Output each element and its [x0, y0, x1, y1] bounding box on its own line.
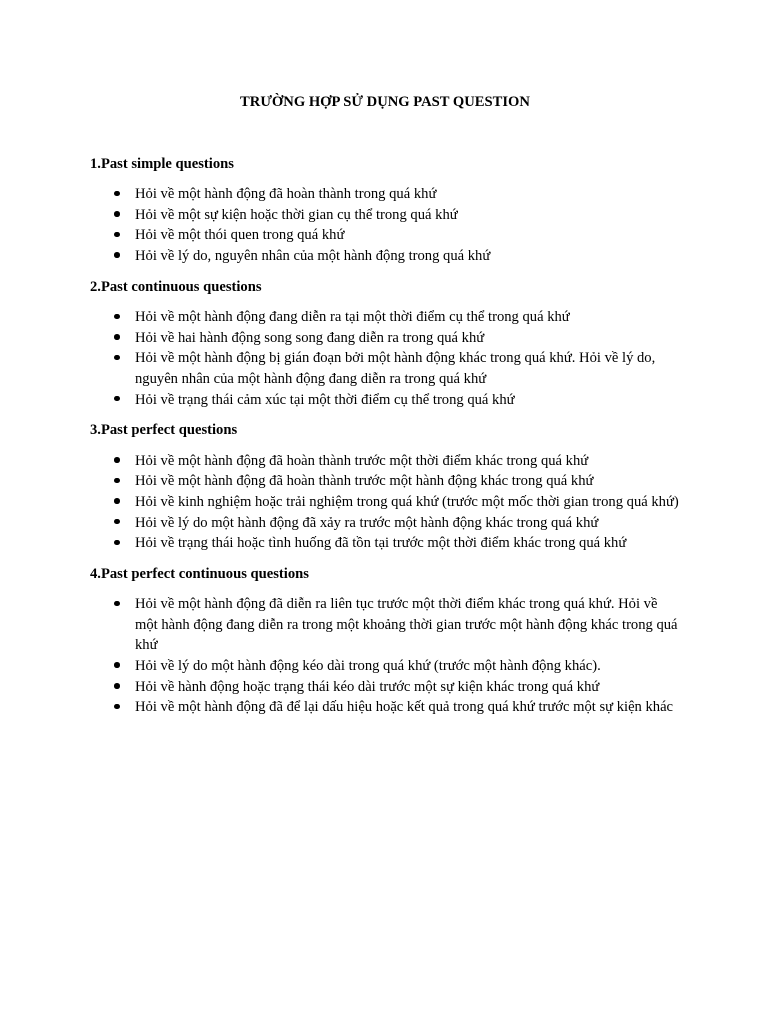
bullet-icon	[111, 307, 123, 328]
bullet-icon	[111, 492, 123, 513]
bullet-icon	[111, 594, 123, 615]
list-item-text: Hỏi về một hành động đã hoàn thành trong quá khứ	[135, 186, 437, 203]
bullet-icon	[111, 451, 123, 472]
list-item-text: Hỏi về một hành động đã hoàn thành trước một hành động khác trong quá khứ	[135, 473, 594, 490]
section-heading-past-simple: 1.Past simple questions	[90, 155, 234, 172]
section-heading-past-perfect-continuous: 4.Past perfect continuous questions	[90, 565, 309, 582]
bullet-icon	[111, 328, 123, 349]
section-heading-past-continuous: 2.Past continuous questions	[90, 278, 262, 295]
bullet-list-past-perfect-continuous	[90, 594, 680, 718]
list-item	[90, 513, 680, 534]
list-item	[90, 328, 680, 349]
list-item-text: Hỏi về một hành động đã để lại dấu hiệu hoặc kết quả trong quá khứ trước một sự kiện khác	[135, 699, 674, 716]
list-item-text: Hỏi về lý do một hành động kéo dài trong quá khứ (trước một hành động khác).	[135, 658, 601, 675]
bullet-list-past-perfect	[90, 451, 680, 554]
list-item-text: Hỏi về lý do, nguyên nhân của một hành động trong quá khứ	[135, 247, 491, 264]
list-item	[90, 307, 680, 328]
bullet-icon	[111, 184, 123, 205]
bullet-list-past-simple	[90, 184, 680, 266]
list-item-text: Hỏi về hành động hoặc trạng thái kéo dài trước một sự kiện khác trong quá khứ	[135, 678, 600, 695]
list-item	[90, 390, 680, 411]
bullet-icon	[111, 225, 123, 246]
bullet-icon	[111, 246, 123, 267]
bullet-icon	[111, 471, 123, 492]
list-item-text: Hỏi về kinh nghiệm hoặc trải nghiệm trong quá khứ (trước một mốc thời gian trong quá khứ)	[135, 493, 679, 510]
bullet-icon	[111, 697, 123, 718]
bullet-list-past-continuous	[90, 307, 680, 410]
list-item-text: Hỏi về trạng thái cảm xúc tại một thời điểm cụ thể trong quá khứ	[135, 391, 515, 408]
list-item	[90, 594, 680, 656]
section-heading-past-perfect: 3.Past perfect questions	[90, 422, 238, 439]
list-item	[90, 225, 680, 246]
list-item-text: Hỏi về một sự kiện hoặc thời gian cụ thể trong quá khứ	[135, 206, 458, 223]
bullet-icon	[111, 348, 123, 369]
list-item-text: Hỏi về lý do một hành động đã xảy ra trước một hành động khác trong quá khứ	[135, 514, 599, 531]
list-item	[90, 205, 680, 226]
list-item	[90, 677, 680, 698]
bullet-icon	[111, 390, 123, 411]
document-page	[90, 92, 680, 728]
list-item	[90, 471, 680, 492]
list-item	[90, 348, 680, 389]
bullet-icon	[111, 533, 123, 554]
list-item	[90, 697, 680, 718]
list-item-text: Hỏi về hai hành động song song đang diễn ra trong quá khứ	[135, 329, 485, 346]
bullet-icon	[111, 205, 123, 226]
list-item	[90, 451, 680, 472]
list-item-text: Hỏi về một thói quen trong quá khứ	[135, 227, 345, 244]
list-item	[90, 533, 680, 554]
list-item	[90, 492, 680, 513]
list-item-text: Hỏi về một hành động bị gián đoạn bởi một hành động khác trong quá khứ. Hỏi về lý do, nguyên nhân của một hành động đang diễn ra trong quá khứ	[135, 350, 656, 387]
bullet-icon	[111, 513, 123, 534]
list-item-text: Hỏi về một hành động đang diễn ra tại một thời điểm cụ thể trong quá khứ	[135, 309, 570, 326]
list-item	[90, 184, 680, 205]
list-item-text: Hỏi về một hành động đã diễn ra liên tục trước một thời điểm khác trong quá khứ. Hỏi về một hành động đang diễn ra trong một khoảng thời gian trước một hành động khác trong quá khứ	[135, 596, 678, 654]
bullet-icon	[111, 677, 123, 698]
list-item	[90, 246, 680, 267]
bullet-icon	[111, 656, 123, 677]
list-item	[90, 656, 680, 677]
document-title: TRƯỜNG HỢP SỬ DỤNG PAST QUESTION	[240, 94, 530, 110]
list-item-text: Hỏi về một hành động đã hoàn thành trước một thời điểm khác trong quá khứ	[135, 452, 589, 469]
list-item-text: Hỏi về trạng thái hoặc tình huống đã tồn tại trước một thời điểm khác trong quá khứ	[135, 535, 627, 552]
